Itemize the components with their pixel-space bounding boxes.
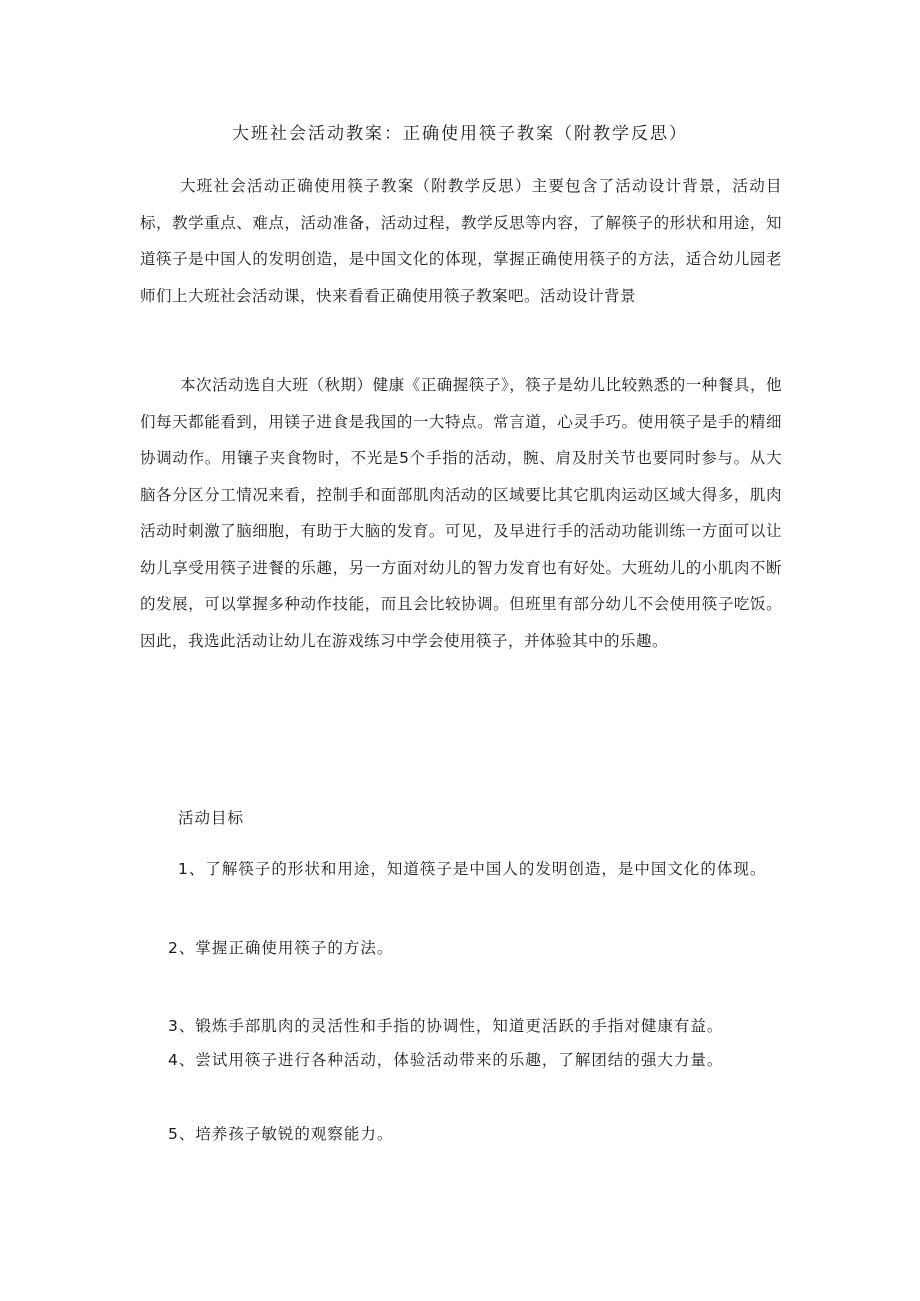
goal-item-2: 2、掌握正确使用筷子的方法。 [168, 939, 394, 957]
goal-item-3: 3、锻炼手部肌肉的灵活性和手指的协调性，知道更活跃的手指对健康有益。 [168, 1017, 724, 1035]
page-title: 大班社会活动教案：正确使用筷子教案（附教学反思） [232, 124, 688, 144]
goal-item-5: 5、培养孩子敏锐的观察能力。 [168, 1125, 394, 1143]
background-paragraph: 本次活动选自大班（秋期）健康《正确握筷子》，筷子是幼儿比较熟悉的一种餐具，他们每天都能看到，用镁子进食是我国的一大特点。常言道，心灵手巧。使用筷子是手的精细协调动作。用镶子夹食物时，不光是5个手指的活动，腕、肩及肘关节也要同时参与。从大脑各分区分工情况来看，控制手和面部肌肉活动的区域要比其它肌肉运动区域大得多，肌肉活动时刺激了脑细胞，有助于大脑的发育。可见，及早进行手的活动功能训练一方面可以让幼儿享受用筷子进餐的乐趣，另一方面对幼儿的智力发育也有好处。大班幼儿的小肌肉不断的发展，可以掌握多种动作技能，而且会比较协调。但班里有部分幼儿不会使用筷子吃饭。因此，我选此活动让幼儿在游戏练习中学会使用筷子，并体验其中的乐趣。 [140, 376, 782, 650]
goal-item-4: 4、尝试用筷子进行各种活动，体验活动带来的乐趣，了解团结的强大力量。 [168, 1051, 724, 1069]
goals-heading: 活动目标 [178, 809, 245, 827]
goal-item-1: 1、了解筷子的形状和用途，知道筷子是中国人的发明创造，是中国文化的体现。 [178, 860, 767, 878]
intro-paragraph: 大班社会活动正确使用筷子教案（附教学反思）主要包含了活动设计背景，活动目标，教学重点、难点，活动准备，活动过程，教学反思等内容，了解筷子的形状和用途，知道筷子是中国人的发明创造，是中国文化的体现，掌握正确使用筷子的方法，适合幼儿园老师们上大班社会活动课，快来看看正确使用筷子教案吧。活动设计背景 [140, 177, 782, 305]
